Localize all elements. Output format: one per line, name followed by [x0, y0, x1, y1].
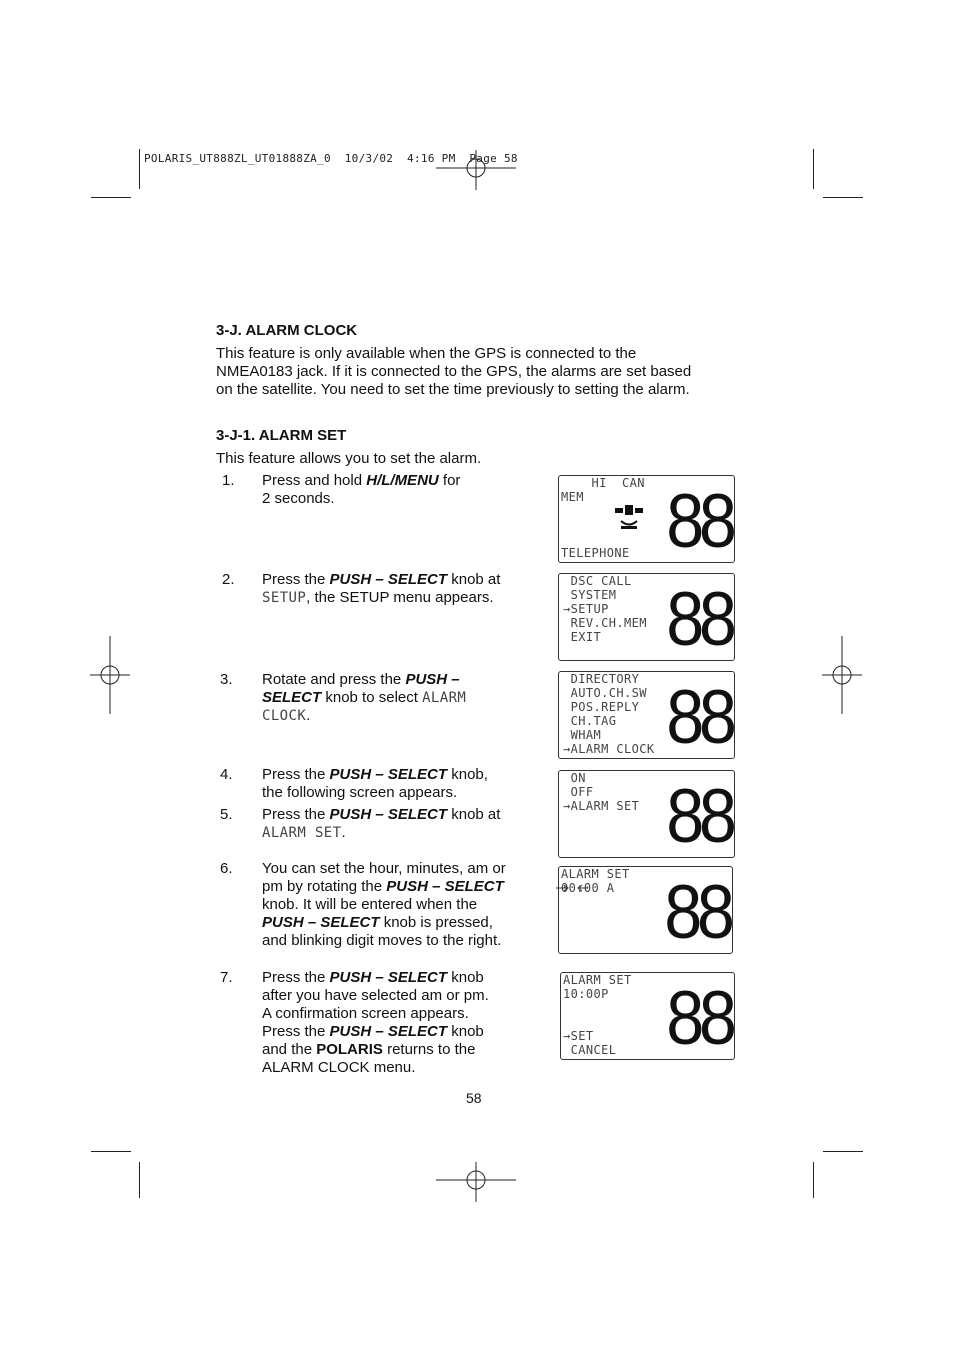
lcd-line: →ALARM SET [563, 799, 640, 813]
lcd-line: 00:00 A [561, 881, 615, 895]
step-1 [216, 472, 536, 512]
lcd-display-4 [558, 770, 735, 858]
step-text: Press the [262, 806, 330, 823]
lcd-line: CANCEL [563, 1043, 617, 1057]
lcd-line: EXIT [563, 630, 602, 644]
crop-mark [823, 197, 863, 198]
intro-line: This feature is only available when the GPS is connected to the [216, 345, 637, 362]
lcd-term: ALARM SET [262, 825, 342, 841]
step-text: , the SETUP menu appears. [306, 589, 494, 606]
intro-paragraph [216, 345, 746, 399]
step-2 [216, 571, 536, 611]
step-text: You can set the hour, minutes, am or [262, 860, 506, 877]
lcd-line: TELEPHONE [561, 546, 630, 560]
lcd-line: ALARM SET [561, 867, 630, 881]
channel-digits: 88 [666, 675, 732, 759]
lcd-display-1 [558, 475, 735, 563]
lcd-line: POS.REPLY [563, 700, 640, 714]
satellite-icon [615, 502, 643, 532]
step-text: knob at [447, 806, 501, 823]
step-text: and blinking digit moves to the right. [262, 932, 502, 949]
crop-mark [139, 1162, 140, 1198]
step-text: . [306, 707, 311, 724]
lcd-term: SETUP [262, 590, 307, 606]
lcd-line: SYSTEM [563, 588, 617, 602]
step-text: knob [447, 969, 484, 986]
key-name: PUSH – [405, 671, 460, 688]
step-text: Press the [262, 969, 330, 986]
key-name: PUSH – SELECT [329, 1023, 448, 1040]
step-7 [216, 969, 536, 1077]
product-name: POLARIS [316, 1041, 383, 1058]
step-text: ALARM CLOCK menu. [262, 1059, 416, 1076]
lcd-term: CLOCK [262, 708, 307, 724]
step-number: 4. [220, 766, 233, 783]
lcd-term: ALARM [422, 690, 467, 706]
lcd-display-3 [558, 671, 735, 759]
page-number: 58 [466, 1090, 482, 1106]
lcd-line: WHAM [563, 728, 602, 742]
channel-digits: 88 [666, 479, 732, 563]
key-name: PUSH – SELECT [329, 806, 448, 823]
step-text: pm by rotating the [262, 878, 387, 895]
step-text: knob at [447, 571, 501, 588]
arrow-icon [554, 880, 590, 896]
lcd-display-6 [560, 972, 735, 1060]
key-name: PUSH – SELECT [329, 571, 448, 588]
crop-mark [91, 1151, 131, 1152]
crop-mark [813, 149, 814, 189]
step-text: knob [447, 1023, 484, 1040]
step-number: 5. [220, 806, 233, 823]
subsection-intro: This feature allows you to set the alarm. [216, 450, 482, 467]
lcd-line: →ALARM CLOCK [563, 742, 655, 756]
lcd-line: ALARM SET [563, 973, 632, 987]
step-text: Press the [262, 766, 330, 783]
step-text: 2 seconds. [262, 490, 335, 507]
print-slug: POLARIS_UT888ZL_UT01888ZA_0 10/3/02 4:16 PM Page 58 [144, 152, 518, 165]
channel-digits: 88 [666, 577, 732, 661]
channel-digits: 88 [666, 976, 732, 1060]
crop-mark [91, 197, 131, 198]
step-3 [216, 671, 536, 727]
key-name: SELECT [262, 689, 322, 706]
lcd-line: HI CAN [561, 476, 645, 490]
intro-line: on the satellite. You need to set the time previously to setting the alarm. [216, 381, 690, 398]
channel-digits: 88 [664, 870, 730, 954]
step-number: 3. [220, 671, 233, 688]
section-title: 3-J. ALARM CLOCK [216, 322, 358, 339]
lcd-line: OFF [563, 785, 594, 799]
step-text: knob to select [321, 689, 423, 706]
lcd-line: ON [563, 771, 586, 785]
step-text: after you have selected am or pm. [262, 987, 489, 1004]
step-6 [216, 860, 536, 950]
step-text: knob. It will be entered when the [262, 896, 478, 913]
step-text: for [438, 472, 461, 489]
registration-mark-left [90, 636, 130, 714]
step-text: knob is pressed, [379, 914, 493, 931]
key-name: PUSH – SELECT [386, 878, 504, 895]
lcd-line: AUTO.CH.SW [563, 686, 647, 700]
step-text: Rotate and press the [262, 671, 406, 688]
lcd-line: DSC CALL [563, 574, 632, 588]
step-text: Press the [262, 571, 330, 588]
subsection-title: 3-J-1. ALARM SET [216, 427, 347, 444]
lcd-line: →SET [563, 1029, 594, 1043]
step-text: knob, [447, 766, 488, 783]
step-number: 2. [222, 571, 235, 588]
step-text: . [341, 824, 346, 841]
registration-mark-bottom [436, 1162, 516, 1202]
intro-line: NMEA0183 jack. If it is connected to the GPS, the alarms are set based [216, 363, 692, 380]
crop-mark [139, 149, 140, 189]
step-text: Press and hold [262, 472, 367, 489]
lcd-line: 10:00P [563, 987, 609, 1001]
crop-mark [813, 1162, 814, 1198]
step-4 [216, 766, 536, 806]
lcd-line: CH.TAG [563, 714, 617, 728]
key-name: PUSH – SELECT [329, 766, 448, 783]
step-number: 7. [220, 969, 233, 986]
step-text: and the [262, 1041, 317, 1058]
key-name: H/L/MENU [366, 472, 439, 489]
lcd-line: MEM [561, 490, 584, 504]
step-text: the following screen appears. [262, 784, 458, 801]
key-name: PUSH – SELECT [329, 969, 448, 986]
crop-mark [823, 1151, 863, 1152]
step-number: 6. [220, 860, 233, 877]
lcd-line: →SETUP [563, 602, 609, 616]
step-text: Press the [262, 1023, 330, 1040]
registration-mark-right [822, 636, 862, 714]
channel-digits: 88 [666, 774, 732, 858]
lcd-display-2 [558, 573, 735, 661]
step-5 [216, 806, 536, 846]
step-text: A confirmation screen appears. [262, 1005, 469, 1022]
step-number: 1. [222, 472, 235, 489]
step-text: returns to the [382, 1041, 476, 1058]
lcd-line: REV.CH.MEM [563, 616, 647, 630]
key-name: PUSH – SELECT [262, 914, 380, 931]
lcd-line: DIRECTORY [563, 672, 640, 686]
